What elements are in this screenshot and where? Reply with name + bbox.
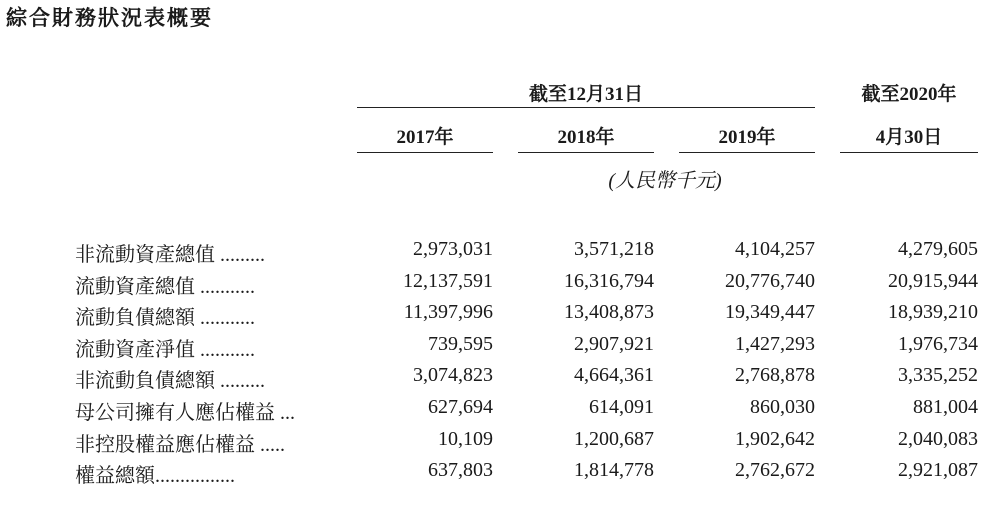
table-row	[0, 428, 993, 458]
row-value: 1,814,778	[574, 459, 654, 482]
column-group-header-right: 截至2020年	[861, 84, 957, 105]
row-value: 3,335,252	[898, 364, 978, 387]
column-rule-2017	[357, 152, 493, 153]
row-value: 1,200,687	[574, 427, 654, 450]
row-value: 2,921,087	[898, 459, 978, 482]
column-group-header: 截至12月31日	[528, 84, 643, 105]
row-value: 10,109	[438, 427, 493, 450]
column-rule-2019	[679, 152, 815, 153]
row-value: 2,768,878	[735, 364, 815, 387]
row-label: 非流動資產總值 .........	[75, 244, 265, 266]
row-value: 1,976,734	[898, 332, 978, 355]
unit-label: (人民幣千元)	[608, 170, 722, 192]
table-row	[0, 301, 993, 331]
row-value: 12,137,591	[403, 269, 493, 292]
row-label: 非控股權益應佔權益 .....	[75, 433, 285, 456]
row-label: 權益總額................	[75, 465, 235, 488]
row-value: 13,408,873	[564, 301, 654, 324]
row-label: 流動負債總額 ...........	[75, 307, 255, 330]
row-value: 4,664,361	[574, 364, 654, 387]
table-row	[0, 238, 993, 268]
row-value: 18,939,210	[888, 301, 978, 324]
row-value: 16,316,794	[564, 269, 654, 292]
row-value: 637,803	[428, 459, 493, 482]
row-label: 非流動負債總額 .........	[75, 370, 265, 393]
column-header-2018: 2018年	[557, 127, 615, 148]
row-label: 流動資產總值 ...........	[75, 275, 255, 298]
row-value: 881,004	[913, 396, 978, 418]
table-row	[0, 459, 993, 489]
row-value: 20,915,944	[888, 269, 978, 292]
row-value: 739,595	[428, 332, 493, 355]
row-value: 4,279,605	[898, 238, 978, 260]
row-value: 19,349,447	[725, 301, 815, 324]
row-value: 3,571,218	[574, 238, 654, 260]
row-label: 流動資產淨值 ...........	[75, 338, 255, 361]
row-value: 2,973,031	[413, 238, 493, 260]
table-row	[0, 364, 993, 394]
table-row	[0, 396, 993, 426]
table-row	[0, 270, 993, 300]
row-value: 860,030	[750, 396, 815, 418]
row-value: 614,091	[589, 396, 654, 418]
row-value: 2,907,921	[574, 332, 654, 355]
table-row	[0, 333, 993, 363]
row-value: 1,427,293	[735, 332, 815, 355]
page-title: 綜合財務狀況表概要	[6, 6, 213, 30]
row-value: 1,902,642	[735, 427, 815, 450]
column-rule-2018	[518, 152, 654, 153]
row-value: 4,104,257	[735, 238, 815, 260]
column-rule-apr30	[840, 152, 978, 153]
column-header-apr30: 4月30日	[875, 127, 943, 148]
row-value: 11,397,996	[403, 301, 493, 324]
row-value: 627,694	[428, 396, 493, 418]
row-value: 2,762,672	[735, 459, 815, 482]
column-header-2017: 2017年	[396, 127, 454, 148]
row-value: 20,776,740	[725, 269, 815, 292]
row-value: 3,074,823	[413, 364, 493, 387]
column-header-2019: 2019年	[718, 127, 776, 148]
row-label: 母公司擁有人應佔權益 ...	[75, 402, 295, 424]
row-value: 2,040,083	[898, 427, 978, 450]
group-header-rule	[357, 107, 815, 108]
